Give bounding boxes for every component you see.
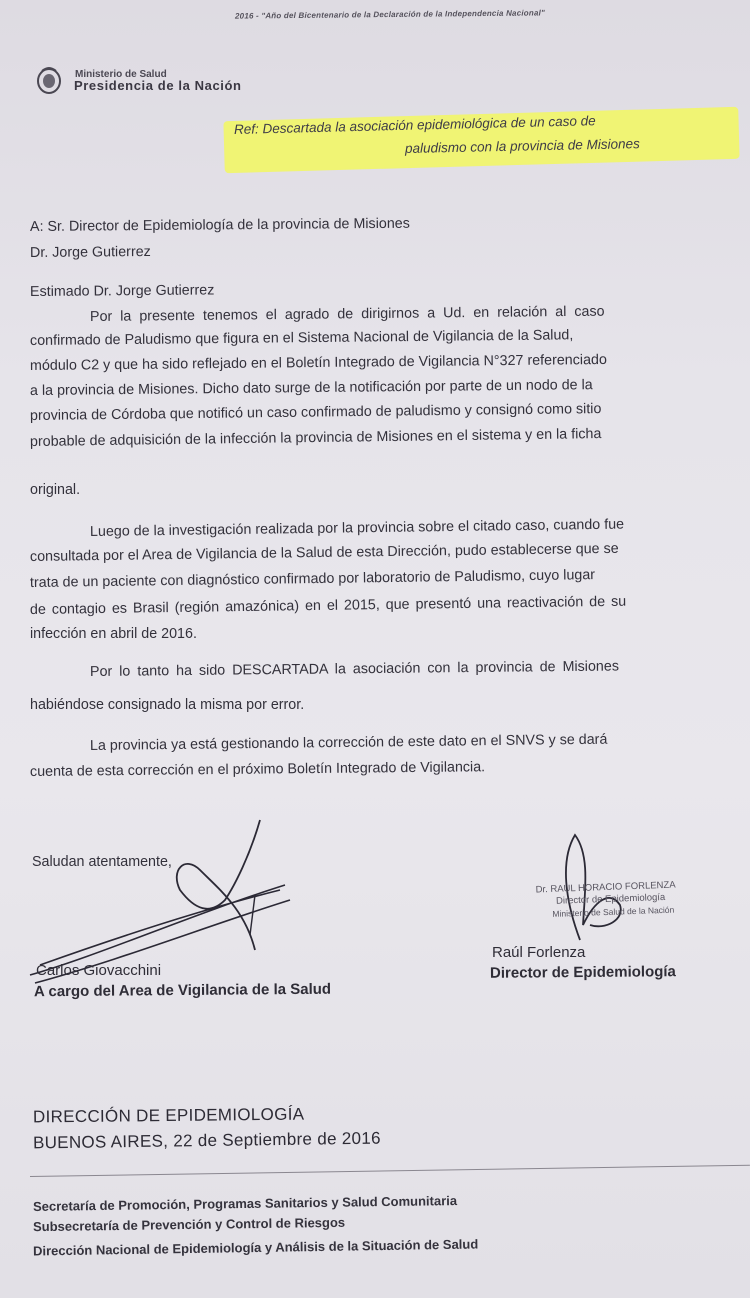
stamp-line: Dr. RAUL HORACIO FORLENZA [535,879,676,896]
paragraph-1-line: a la provincia de Misiones. Dicho dato surge de la notificación por parte de un nodo de la [29,377,593,399]
paragraph-1-line: original. [30,482,81,498]
paragraph-2-line: infección en abril de 2016. [30,626,197,642]
year-banner: 2016 - "Año del Bicentenario de la Declaración de la Independencia Nacional" [234,8,546,21]
paragraph-1-line: probable de adquisición de la infección la provincia de Misiones en el sistema y en la ficha [29,426,602,450]
stamp-line: Ministerio de Salud de la Nación [552,904,675,919]
footer-divider [30,1165,750,1177]
paragraph-1-line: confirmado de Paludismo que figura en el Sistema Nacional de Vigilancia de la Salud, [29,327,574,349]
footer-subsecretariat: Subsecretaría de Prevención y Control de Riesgos [32,1214,346,1235]
signer-right-name: Raúl Forlenza [492,944,586,961]
salutation: Estimado Dr. Jorge Gutierrez [29,282,215,300]
stamp-line: Director de Epidemiología [555,891,666,907]
presidency-name: Presidencia de la Nación [74,78,242,93]
reference-line-1: Ref: Descartada la asociación epidemiológica de un caso de [233,113,596,137]
closing: Saludan atentamente, [32,854,172,870]
paragraph-2-line: trata de un paciente con diagnóstico confirmado por laboratorio de Paludismo, cuyo lugar [29,567,596,591]
paragraph-2-line: Luego de la investigación realizada por la provincia sobre el citado caso, cuando fue [89,516,625,540]
addressee-name: Dr. Jorge Gutierrez [29,243,151,261]
footer-directorate: Dirección Nacional de Epidemiología y Análisis de la Situación de Salud [32,1236,479,1259]
paragraph-1-line: módulo C2 y que ha sido reflejado en el Boletín Integrado de Vigilancia N°327 referenciado [29,351,607,374]
reference-line-2: paludismo con la provincia de Misiones [404,136,640,156]
footer-place-date: BUENOS AIRES, 22 de Septiembre de 2016 [32,1128,381,1153]
addressee-line: A: Sr. Director de Epidemiología de la provincia de Misiones [29,215,410,235]
signer-left-role: A cargo del Area de Vigilancia de la Salud [33,980,332,1001]
national-seal-icon [34,65,64,95]
footer-office: DIRECCIÓN DE EPIDEMIOLOGÍA [32,1104,305,1127]
signer-left-name: Carlos Giovacchini [36,962,162,979]
paragraph-4-line: cuenta de esta corrección en el próximo Boletín Integrado de Vigilancia. [29,759,486,780]
paragraph-3-line: habiéndose consignado la misma por error. [30,697,305,713]
ministry-name: Ministerio de Salud [75,69,167,80]
paragraph-2-line: consultada por el Area de Vigilancia de la Salud de esta Dirección, pudo establecerse que se [29,540,619,565]
paragraph-4-line: La provincia ya está gestionando la corrección de este dato en el SNVS y se dará [89,731,608,754]
paragraph-3-line: Por lo tanto ha sido DESCARTADA la asociación con la provincia de Misiones [89,658,620,680]
paragraph-2-line: de contagio es Brasil (región amazónica) en el 2015, que presentó una reactivación de su [29,593,627,618]
signer-right-role: Director de Epidemiología [489,963,676,982]
footer-secretariat: Secretaría de Promoción, Programas Sanitarios y Salud Comunitaria [32,1193,458,1214]
paragraph-1-line: Por la presente tenemos el agrado de dirigirnos a Ud. en relación al caso [89,303,605,325]
paragraph-1-line: provincia de Córdoba que notificó un caso confirmado de paludismo y consignó como sitio [29,401,602,424]
signature-stamp [535,880,676,921]
